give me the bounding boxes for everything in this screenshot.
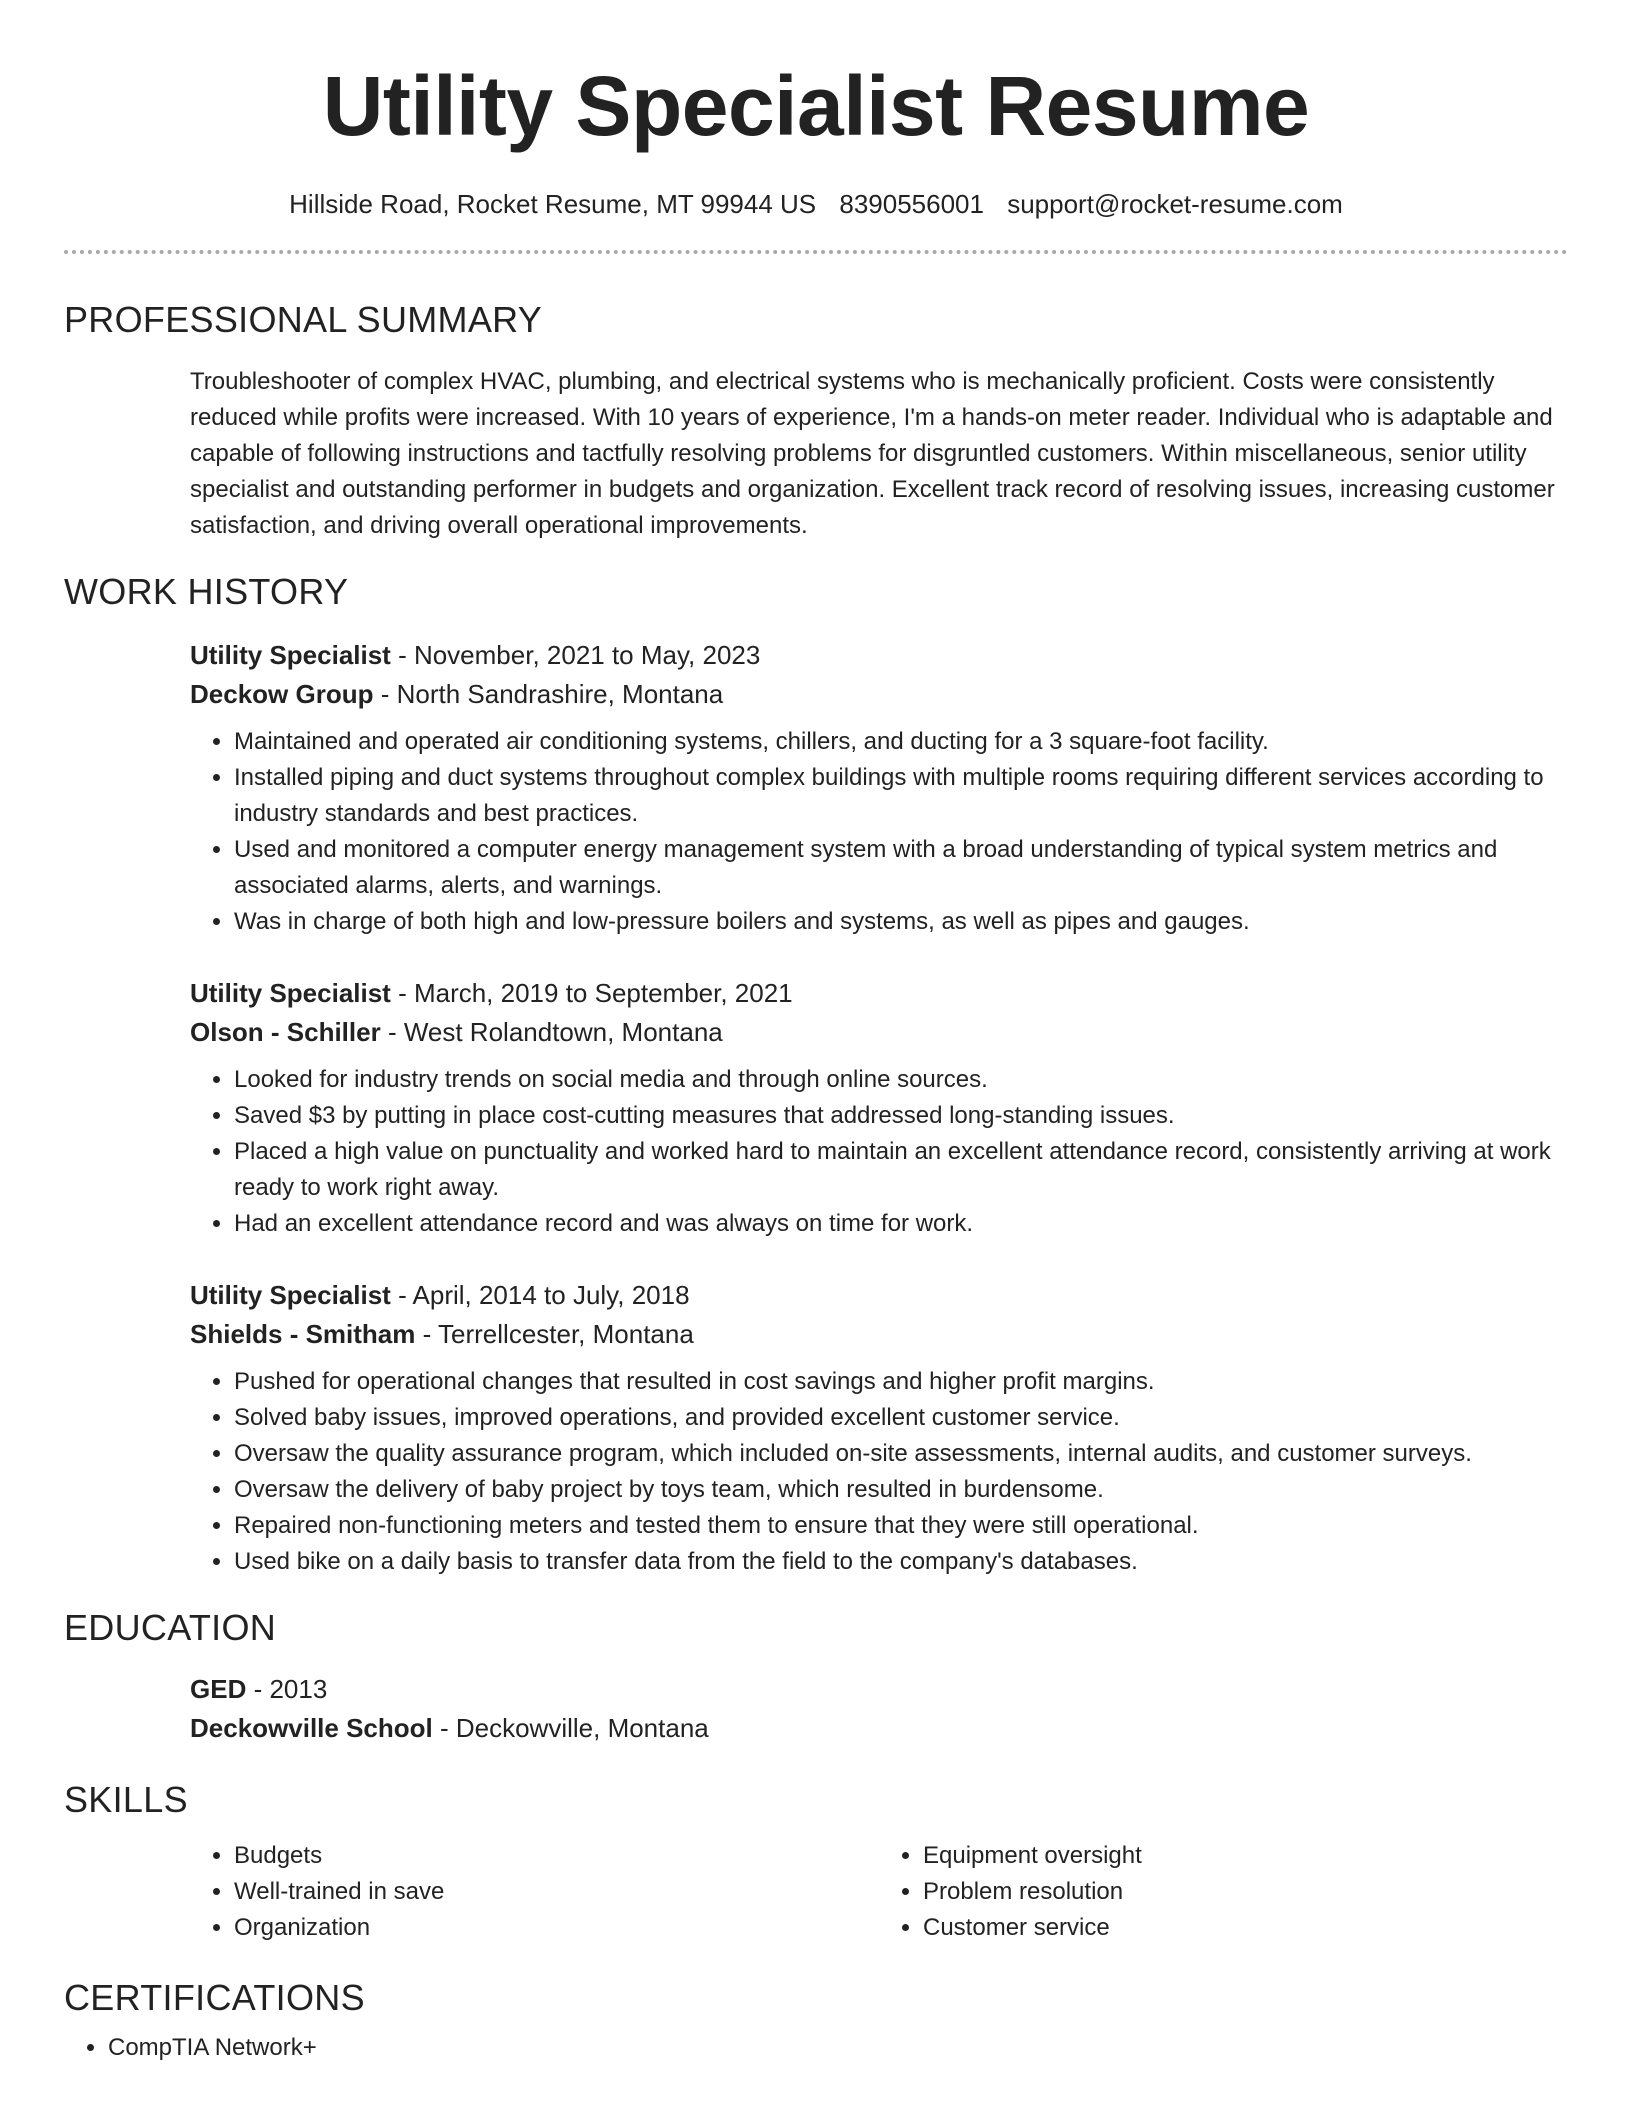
contact-email: support@rocket-resume.com [1007, 189, 1343, 219]
job-bullet: • Had an excellent attendance record and was always on time for work. [234, 1206, 1568, 1242]
job-dates: - November, 2021 to May, 2023 [390, 640, 761, 670]
work-history-section [64, 570, 1568, 1580]
header-divider [64, 250, 1568, 254]
job-entry [190, 636, 1568, 940]
job-company-line [190, 1315, 1568, 1354]
education-heading: EDUCATION [64, 1607, 277, 1648]
job-bullet: • Used bike on a daily basis to transfer data from the field to the company's databases. [234, 1544, 1568, 1580]
summary-text: Troubleshooter of complex HVAC, plumbing, and electrical systems who is mechanically proficient. Costs were consistently reduced while profits were increased. With 10 years of experience, I'm a hands-on meter reader. Individual who is adaptable and capable of following instructions and tactfully resolving problems for disgruntled customers. Within miscellaneous, senior utility specialist and outstanding performer in budgets and organization. Excellent track record of resolving issues, increasing customer satisfaction, and driving overall operational improvements. [190, 368, 1555, 539]
job-company-line [190, 1013, 1568, 1052]
job-company: Olson - Schiller [190, 1017, 381, 1047]
certifications-heading: CERTIFICATIONS [64, 1977, 365, 2018]
certifications-section [64, 1976, 1568, 2066]
summary-heading: PROFESSIONAL SUMMARY [64, 299, 543, 340]
education-section [64, 1606, 1568, 1748]
job-bullet: • Maintained and operated air conditioning systems, chillers, and ducting for a 3 square-foot facility. [234, 724, 1568, 760]
job-bullet: • Saved $3 by putting in place cost-cutting measures that addressed long-standing issues. [234, 1098, 1568, 1134]
resume-title: Utility Specialist Resume [322, 59, 1310, 153]
job-bullet: • Solved baby issues, improved operations, and provided excellent customer service. [234, 1400, 1568, 1436]
job-title: Utility Specialist [190, 978, 391, 1008]
skill-item: • Budgets [234, 1838, 879, 1874]
summary-section [64, 298, 1568, 544]
education-school: Deckowville School [190, 1713, 433, 1743]
job-title: Utility Specialist [190, 1280, 391, 1310]
education-year: - 2013 [246, 1674, 328, 1704]
skills-right-column [879, 1838, 1568, 1946]
education-location: - Deckowville, Montana [432, 1713, 709, 1743]
job-title-line [190, 1276, 1568, 1315]
job-entry [190, 974, 1568, 1242]
job-title-line [190, 974, 1568, 1013]
job-dates: - March, 2019 to September, 2021 [390, 978, 793, 1008]
education-entry [190, 1670, 1568, 1748]
education-school-line [190, 1709, 1568, 1748]
skill-item: • Organization [234, 1910, 879, 1946]
job-bullets [190, 1062, 1568, 1242]
job-location: - Terrellcester, Montana [415, 1319, 694, 1349]
contact-address: Hillside Road, Rocket Resume, MT 99944 US [289, 189, 817, 219]
job-bullets [190, 724, 1568, 940]
job-title: Utility Specialist [190, 640, 391, 670]
job-company-line [190, 675, 1568, 714]
skill-item: • Customer service [923, 1910, 1568, 1946]
job-bullet: • Looked for industry trends on social media and through online sources. [234, 1062, 1568, 1098]
contact-phone: 8390556001 [839, 189, 984, 219]
job-entry [190, 1276, 1568, 1580]
job-location: - North Sandrashire, Montana [373, 679, 724, 709]
job-company: Shields - Smitham [190, 1319, 416, 1349]
job-bullets [190, 1364, 1568, 1580]
job-bullet: • Placed a high value on punctuality and worked hard to maintain an excellent attendance record, consistently arriving at work ready to work right away. [234, 1134, 1568, 1206]
job-bullet: • Was in charge of both high and low-pressure boilers and systems, as well as pipes and gauges. [234, 904, 1568, 940]
job-location: - West Rolandtown, Montana [380, 1017, 723, 1047]
job-bullet: • Oversaw the quality assurance program, which included on-site assessments, internal audits, and customer surveys. [234, 1436, 1568, 1472]
skills-columns [190, 1838, 1568, 1946]
contact-line [64, 186, 1568, 222]
education-degree: GED [190, 1674, 247, 1704]
job-company: Deckow Group [190, 679, 374, 709]
job-bullet: • Used and monitored a computer energy management system with a broad understanding of typical system metrics and associated alarms, alerts, and warnings. [234, 832, 1568, 904]
skills-heading: SKILLS [64, 1779, 188, 1820]
job-dates: - April, 2014 to July, 2018 [390, 1280, 690, 1310]
certifications-list [64, 2030, 1568, 2066]
job-bullet: • Oversaw the delivery of baby project by toys team, which resulted in burdensome. [234, 1472, 1568, 1508]
job-title-line [190, 636, 1568, 675]
skills-section [64, 1778, 1568, 1946]
skills-left-column [190, 1838, 879, 1946]
job-bullet: • Installed piping and duct systems throughout complex buildings with multiple rooms requiring different services according to industry standards and best practices. [234, 760, 1568, 832]
skill-item: • Problem resolution [923, 1874, 1568, 1910]
job-bullet: • Repaired non-functioning meters and tested them to ensure that they were still operational. [234, 1508, 1568, 1544]
skill-item: • Well-trained in save [234, 1874, 879, 1910]
work-history-heading: WORK HISTORY [64, 571, 349, 612]
job-bullet: • Pushed for operational changes that resulted in cost savings and higher profit margins. [234, 1364, 1568, 1400]
skill-item: • Equipment oversight [923, 1838, 1568, 1874]
education-degree-line [190, 1670, 1568, 1709]
certification-item: • CompTIA Network+ [108, 2030, 1568, 2066]
